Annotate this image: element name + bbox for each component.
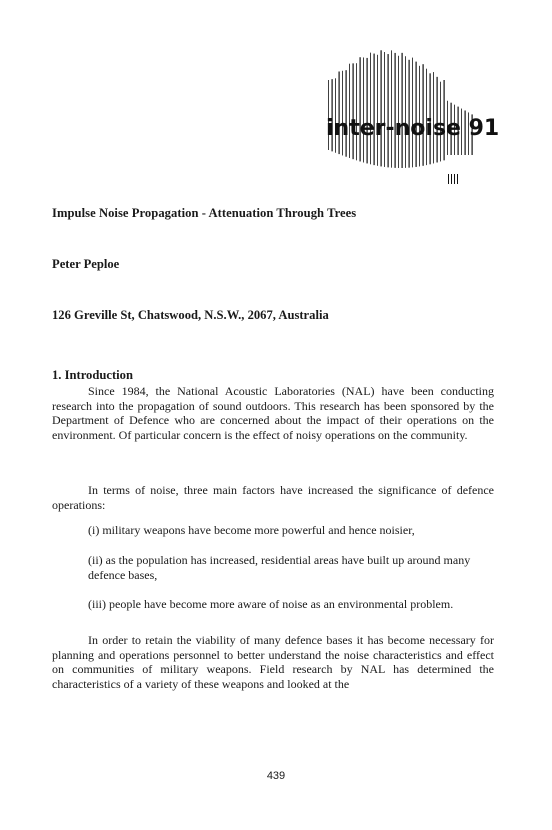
logo-bar	[349, 64, 350, 158]
logo-bar	[381, 50, 382, 166]
list-item-2: (ii) as the population has increased, residential areas have built up around many defence bases,	[88, 553, 471, 582]
logo-bar	[457, 174, 458, 184]
logo-bar	[412, 58, 413, 168]
logo-bar	[339, 71, 340, 154]
logo-bar	[370, 53, 371, 165]
logo-bar	[402, 53, 403, 168]
logo-bar	[342, 71, 343, 156]
logo-text: inter-noise 91	[326, 116, 500, 141]
paragraph-viability: In order to retain the viability of many defence bases it has become necessary for planning and operations personnel to better understand the noise characteristics and effect on communities of military weapons. Field research by NAL has determined the characteristics of a variety of these weapons and looked at the	[52, 633, 494, 691]
paragraph-intro: Since 1984, the National Acoustic Laboratories (NAL) have been conducting research into the propagation of sound outdoors. This research has been sponsored by the Department of Defence who are concerned about the impact of their operations on the environment. Of particular concern is the effect of noisy operations on the community.	[52, 384, 494, 442]
logo-bar	[398, 56, 399, 168]
logo-bar	[448, 174, 449, 184]
logo-bar	[367, 58, 368, 164]
logo-bar	[384, 52, 385, 167]
inter-noise-logo-graphic	[318, 40, 500, 188]
logo-bar	[388, 54, 389, 167]
logo-bar	[409, 60, 410, 168]
logo-bar	[405, 56, 406, 168]
logo-bar	[377, 55, 378, 166]
paragraph-factors: In terms of noise, three main factors have increased the significance of defence operations:	[52, 483, 494, 512]
logo-bar	[423, 64, 424, 166]
list-item-3: (iii) people have become more aware of noise as an environmental problem.	[88, 597, 454, 611]
logo-bar	[356, 63, 357, 160]
logo-bar	[360, 57, 361, 161]
list-item-1: (i) military weapons have become more powerful and hence noisier,	[88, 523, 415, 537]
logo-bar	[346, 70, 347, 157]
logo-bar	[451, 174, 452, 184]
logo-bar	[395, 53, 396, 168]
logo-bar	[416, 62, 417, 167]
author-name: Peter Peploe	[52, 257, 120, 271]
logo-bar	[363, 57, 364, 162]
logo-bar	[374, 54, 375, 166]
page-number: 439	[266, 770, 286, 782]
logo-bar	[454, 174, 455, 184]
section-heading: 1. Introduction	[52, 368, 133, 382]
conference-logo	[318, 40, 500, 188]
paper-title: Impulse Noise Propagation - Attenuation Through Trees	[52, 206, 357, 220]
author-address: 126 Greville St, Chatswood, N.S.W., 2067, Australia	[52, 308, 329, 322]
logo-bar	[391, 50, 392, 167]
logo-bar	[353, 63, 354, 159]
